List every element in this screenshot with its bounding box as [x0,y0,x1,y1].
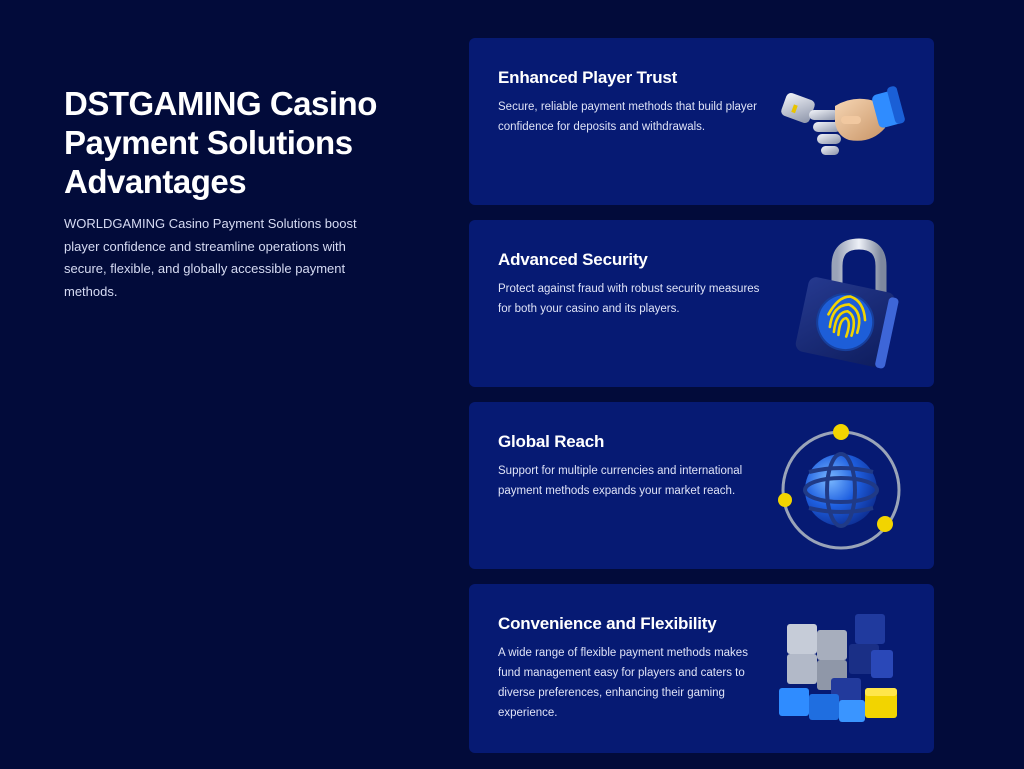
card-title: Global Reach [498,432,605,451]
intro-description: WORLDGAMING Casino Payment Solutions boost player confidence and streamline operations with secure, flexible, and globally accessible payment methods. [64,216,357,299]
handshake-icon [775,56,910,191]
advantage-card-player-trust [469,38,934,205]
advantages-list [469,38,934,753]
card-description: Secure, reliable payment methods that build player confidence for deposits and withdrawals. [498,101,757,133]
card-title: Enhanced Player Trust [498,68,678,87]
page-title: DSTGAMING Casino Payment Solutions Advantages [64,85,377,200]
advantage-card-flexibility [469,584,934,753]
globe-orbit-icon [775,420,910,555]
blocks-icon [775,602,910,737]
advantage-card-security [469,220,934,387]
card-title: Convenience and Flexibility [498,614,717,633]
padlock-fingerprint-icon [775,238,910,373]
card-description: A wide range of flexible payment methods makes fund management easy for players and caters to diverse preferences, enhancing their gaming experience. [498,647,748,719]
advantage-card-global-reach [469,402,934,569]
intro-section [64,84,404,303]
card-title: Advanced Security [498,250,648,269]
card-description: Protect against fraud with robust security measures for both your casino and its players. [498,283,760,315]
card-description: Support for multiple currencies and international payment methods expands your market reach. [498,465,743,497]
